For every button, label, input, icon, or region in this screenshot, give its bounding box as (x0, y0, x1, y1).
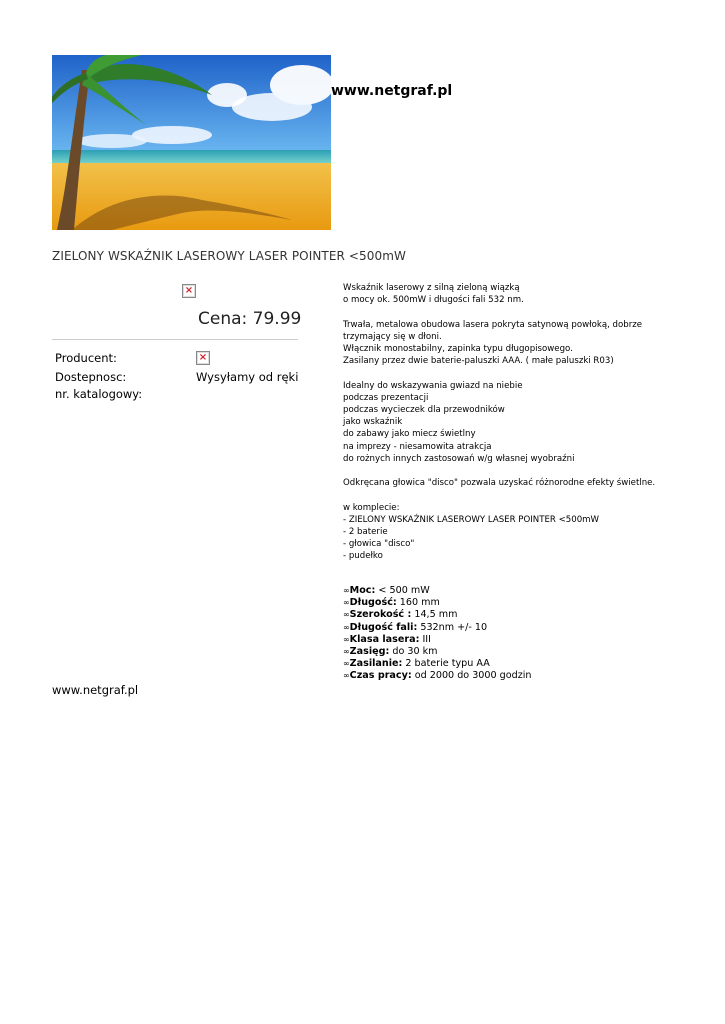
header-banner-image (52, 55, 331, 230)
description-line: Wskaźnik laserowy z silną zieloną wiązką (343, 283, 520, 293)
product-title: ZIELONY WSKAŹNIK LASEROWY LASER POINTER <500mW (52, 249, 406, 263)
site-url-footer: www.netgraf.pl (52, 683, 139, 697)
description-line: do zabawy jako miecz świetlny (343, 429, 476, 440)
parameter-row (343, 658, 532, 670)
description-line: Idealny do wskazywania gwiazd na niebie (343, 380, 523, 391)
description-line: - głowica "disco" (343, 539, 415, 550)
parameter-label: Długość: (349, 597, 397, 609)
infinity-bullet-icon: ∞ (343, 586, 350, 595)
infinity-bullet-icon: ∞ (343, 659, 350, 669)
infinity-bullet-icon: ∞ (343, 622, 350, 632)
parameter-value: 160 mm (396, 597, 440, 609)
infinity-bullet-icon: ∞ (343, 610, 350, 620)
parameter-row (343, 609, 532, 621)
infinity-bullet-icon: ∞ (343, 647, 350, 657)
parameters-list (343, 585, 532, 683)
parameter-row (343, 622, 532, 634)
infinity-bullet-icon: ∞ (343, 634, 350, 644)
spec-value-availability: Wysyłamy od ręki (196, 370, 299, 384)
infinity-bullet-icon: ∞ (343, 671, 350, 681)
parameter-label: Zasilanie: (349, 658, 403, 670)
description-line: podczas prezentacji (343, 392, 429, 403)
description-line: jako wskaźnik (343, 417, 403, 428)
description-line: do rożnych innych zastosowań w/g własnej wyobraźni (343, 453, 575, 464)
parameter-value: 2 baterie typu AA (402, 658, 490, 670)
description-line: podczas wycieczek dla przewodników (343, 405, 505, 415)
product-price: Cena: 79.99 (198, 309, 302, 329)
parameter-row (343, 670, 532, 682)
parameter-label: Klasa lasera: (349, 633, 420, 645)
description-line: Trwała, metalowa obudowa lasera pokryta satynową powłoką, dobrze (343, 319, 643, 330)
parameter-label: Moc: (349, 585, 376, 596)
spec-label-catalog-number: nr. katalogowy: (55, 387, 143, 401)
description-line: - ZIELONY WSKAŹNIK LASEROWY LASER POINTER <500mW (343, 514, 600, 525)
description-line: o mocy ok. 500mW i długości fali 532 nm. (343, 295, 524, 306)
parameter-value: do 30 km (389, 646, 438, 658)
parameter-label: Szerokość : (349, 609, 412, 621)
beach-palm-picture (52, 55, 331, 230)
description-line: - pudełko (343, 551, 383, 562)
description-line: - 2 baterie (343, 527, 388, 537)
description-paragraph (343, 477, 683, 489)
site-url-heading: www.netgraf.pl (331, 83, 453, 99)
parameter-value: od 2000 do 3000 godzin (411, 670, 532, 682)
description-line: Zasilany przez dwie baterie-paluszki AAA. ( małe paluszki R03) (343, 356, 614, 367)
parameter-label: Długość fali: (349, 621, 418, 633)
divider (52, 339, 298, 340)
spec-label-availability: Dostepnosc: (55, 370, 127, 384)
spec-label-producer: Producent: (55, 351, 117, 365)
infinity-bullet-icon: ∞ (343, 598, 350, 608)
parameter-value: < 500 mW (375, 585, 430, 596)
parameter-row (343, 634, 532, 646)
description-line: w komplecie: (343, 502, 400, 513)
parameter-label: Czas pracy: (349, 670, 412, 682)
description-paragraph (343, 502, 683, 563)
parameter-value: 532nm +/- 10 (417, 621, 488, 633)
broken-image-icon: × (182, 284, 196, 298)
parameter-label: Zasięg: (349, 646, 390, 658)
description-line: Odkręcana głowica "disco" pozwala uzyskać różnorodne efekty świetlne. (343, 478, 656, 489)
parameter-row (343, 585, 532, 597)
broken-image-icon: × (196, 351, 210, 365)
product-description (343, 282, 683, 575)
description-paragraph (343, 380, 683, 465)
description-paragraph (343, 319, 683, 368)
parameter-row (343, 597, 532, 609)
description-line: Włącznik monostabilny, zapinka typu długopisowego. (343, 344, 573, 354)
description-line: na imprezy - niesamowita atrakcja (343, 441, 492, 452)
parameter-row (343, 646, 532, 658)
description-line: trzymający się w dłoni. (343, 331, 442, 342)
parameter-value: III (419, 633, 431, 645)
parameter-value: 14,5 mm (411, 609, 458, 621)
description-paragraph (343, 282, 683, 306)
